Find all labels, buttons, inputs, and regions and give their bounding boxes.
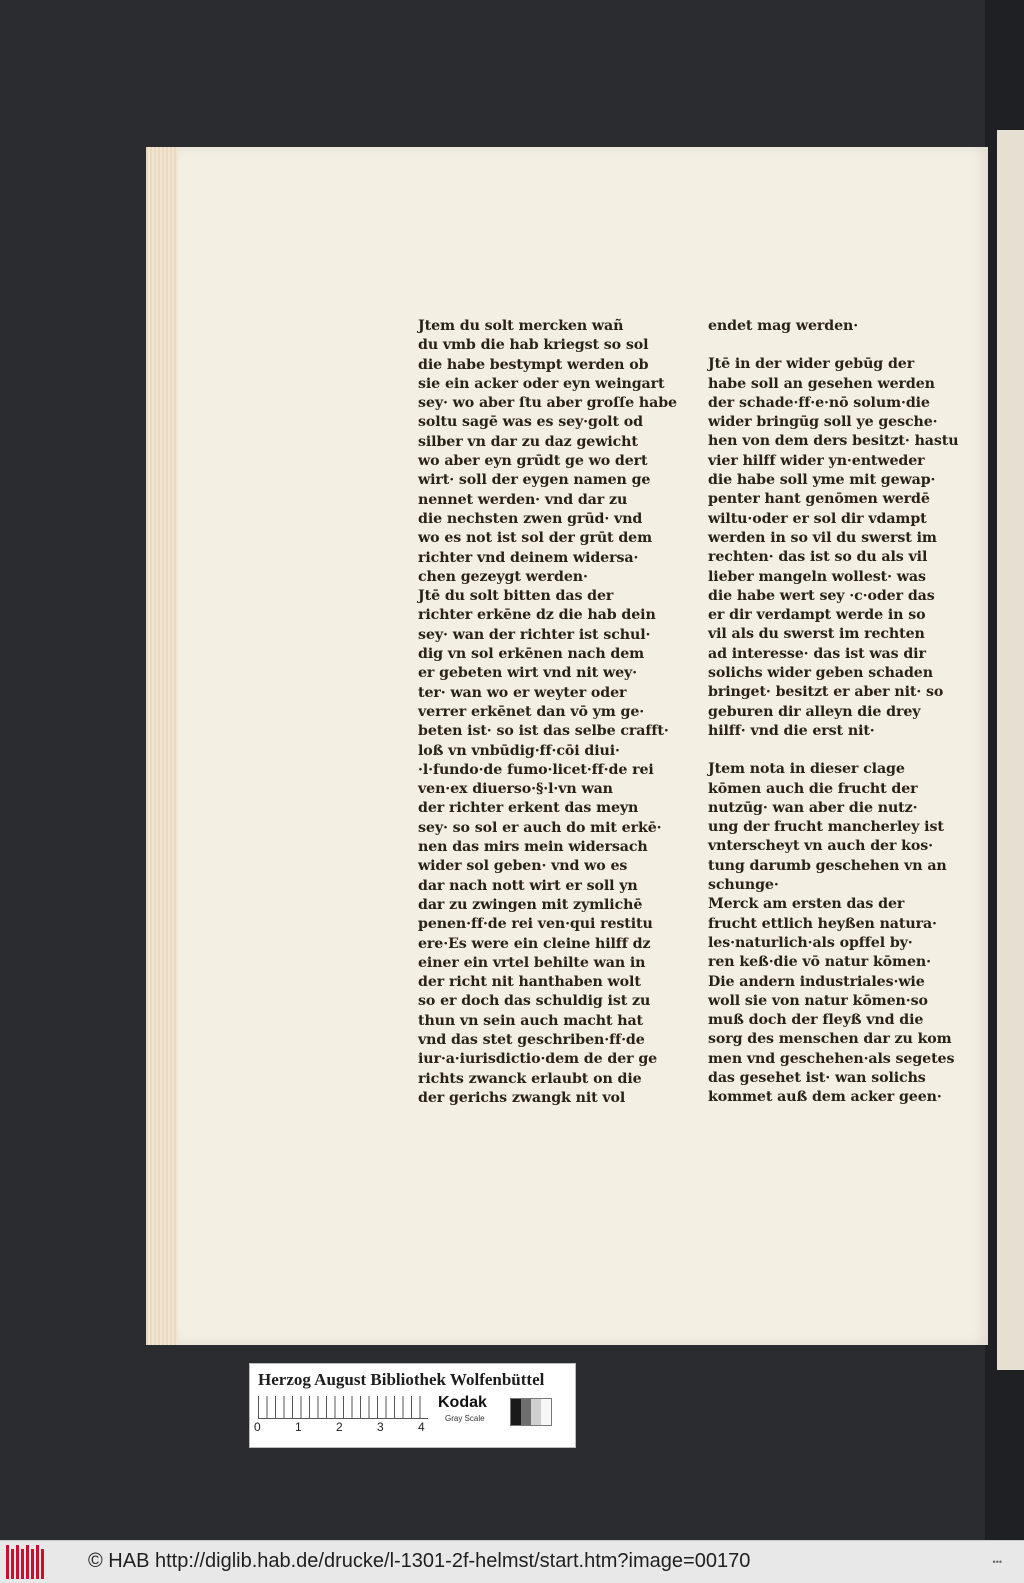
text-line: soltu sagē was es sey·golt od: [418, 414, 643, 431]
text-line: dig vn sol erkēnen nach dem: [418, 646, 645, 663]
text-line: richter vnd deinem widersa·: [418, 549, 639, 566]
text-line: ad interesse· das ist was dir: [708, 645, 926, 662]
text-line: vnd das stet geschriben·ff·de: [418, 1031, 645, 1048]
hab-logo-icon: [6, 1545, 46, 1579]
text-line: vnterscheyt vn auch der kos·: [708, 838, 933, 855]
text-line: das gesehet ist· wan solichs: [708, 1069, 926, 1086]
text-line: richts zwanck erlaubt on die: [418, 1070, 642, 1087]
text-line: solichs wider geben schaden: [708, 665, 933, 682]
text-line: Jtem du solt mercken wañ: [418, 318, 624, 334]
text-line: wiltu·oder er sol dir vdampt: [708, 510, 927, 527]
text-line: ere·Es were ein cleine hilff dz: [418, 935, 651, 952]
scale-ruler: [258, 1396, 428, 1419]
text-line: sorg des menschen dar zu kom: [708, 1031, 952, 1048]
text-line: beten ist· so ist das selbe crafft·: [418, 723, 669, 740]
text-line: sey· wan der richter ist schul·: [418, 626, 651, 643]
text-line: schunge·: [708, 877, 779, 894]
text-line: Jtē du solt bitten das der: [418, 588, 614, 605]
text-line: verrer erkēnet dan vō ym ge·: [418, 703, 645, 720]
brand-label: Kodak: [438, 1394, 487, 1411]
ruler-label: 1: [295, 1420, 302, 1434]
text-line: frucht ettlich heyßen natura·: [708, 915, 937, 932]
text-line: richter erkēne dz die hab dein: [418, 607, 656, 624]
text-line: silber vn dar zu daz gewicht: [418, 433, 638, 450]
text-line: wider bringūg soll ye gesche·: [708, 414, 938, 431]
gray-swatch: [511, 1399, 521, 1425]
ruler-label: 3: [377, 1420, 384, 1434]
ruler-label: 0: [254, 1420, 261, 1434]
text-line: so er doch das schuldig ist zu: [418, 993, 651, 1010]
gray-swatch: [531, 1399, 541, 1425]
text-line: er gebeten wirt vnd nit wey·: [418, 665, 637, 682]
text-line: nen das mirs mein widersach: [418, 839, 648, 856]
text-line: penen·ff·de rei ven·qui restitu: [418, 916, 653, 933]
text-line: men vnd geschehen·als segetes: [708, 1050, 955, 1067]
gray-swatch: [521, 1399, 531, 1425]
text-line: ven·ex diuerso·§·l·vn wan: [418, 781, 613, 798]
text-line: die nechsten zwen grūd· vnd: [418, 510, 643, 527]
text-line: nennet werden· vnd dar zu: [418, 491, 628, 508]
text-line: wider sol geben· vnd wo es: [418, 858, 628, 875]
text-line: sie ein acker oder eyn weingart: [418, 375, 665, 392]
text-line: penter hant genōmen werdē: [708, 491, 930, 508]
text-line: der gerichs zwangk nit vol: [418, 1089, 626, 1106]
text-line: die habe bestympt werden ob: [418, 356, 649, 373]
text-line: die habe wert sey ·c·oder das: [708, 587, 935, 604]
text-line: woll sie von natur kōmen·so: [708, 992, 928, 1009]
text-line: hilff· vnd die erst nit·: [708, 722, 875, 739]
text-line: dar zu zwingen mit zymlichē: [418, 896, 643, 913]
text-line: dar nach nott wirt er soll yn: [418, 877, 638, 894]
text-line: loß vn vnbūdig·ff·cōi diui·: [418, 742, 620, 759]
text-line: endet mag werden·: [708, 318, 859, 334]
gray-swatch: [541, 1399, 551, 1425]
text-line: kommet auß dem acker geen·: [708, 1089, 942, 1106]
text-line: der schade·ff·e·nō solum·die: [708, 394, 930, 411]
text-line: geburen dir alleyn die drey: [708, 703, 921, 720]
text-line: Jtem nota in dieser clage: [708, 761, 905, 778]
text-line: Die andern industriales·wie: [708, 973, 925, 990]
text-line: er dir verdampt werde in so: [708, 607, 926, 624]
text-line: wo es not ist sol der grūt dem: [418, 530, 653, 547]
text-line: wo aber eyn grūdt ge wo dert: [418, 453, 648, 470]
text-line: thun vn sein auch macht hat: [418, 1012, 644, 1029]
grayscale-swatches: [510, 1398, 552, 1426]
text-line: ren keß·die vō natur kōmen·: [708, 954, 931, 971]
text-line: einer ein vrtel behilte wan in: [418, 954, 646, 971]
text-line: les·naturlich·als opffel by·: [708, 934, 913, 951]
text-line: nutzūg· wan aber die nutz·: [708, 799, 918, 816]
ruler-label: 4: [418, 1420, 425, 1434]
text-line: vier hilff wider yn·entweder: [708, 452, 925, 469]
footer-url[interactable]: © HAB http://diglib.hab.de/drucke/l-1301-2f-helmst/start.htm?image=00170: [88, 1550, 751, 1572]
text-line: du vmb die hab kriegst so sol: [418, 337, 649, 354]
footer-bar: [0, 1540, 1024, 1583]
text-line: rechten· das ist so du als vil: [708, 549, 928, 566]
text-line: ung der frucht mancherley ist: [708, 819, 944, 836]
text-line: wirt· soll der eygen namen ge: [418, 472, 651, 489]
brand-sublabel: Gray Scale: [445, 1414, 485, 1423]
text-line: werden in so vil du swerst im: [708, 529, 937, 546]
footer-dots-icon: •••: [992, 1557, 1002, 1567]
text-line: lieber mangeln wollest· was: [708, 568, 926, 585]
text-line: kōmen auch die frucht der: [708, 780, 918, 797]
ruler-label: 2: [336, 1420, 343, 1434]
book-page: [178, 147, 988, 1345]
right-text-column: [708, 317, 959, 1108]
text-line: ter· wan wo er weyter oder: [418, 684, 627, 701]
library-name: Herzog August Bibliothek Wolfenbüttel: [258, 1370, 545, 1389]
text-line: hen von dem ders besitzt· hastu: [708, 433, 959, 450]
left-text-column: [418, 317, 677, 1108]
text-line: sey· wo aber ſtu aber groſſe habe: [418, 395, 677, 412]
facing-page-edge: [997, 130, 1024, 1370]
text-line: vil als du swerst im rechten: [708, 626, 925, 643]
text-line: habe soll an gesehen werden: [708, 375, 935, 392]
text-line: sey· so sol er auch do mit erkē·: [418, 819, 662, 836]
text-line: tung darumb geschehen vn an: [708, 857, 947, 874]
color-target-card: [249, 1363, 576, 1448]
text-line: chen gezeygt werden·: [418, 568, 588, 585]
text-line: ·l·fundo·de fumo·licet·ff·de rei: [418, 761, 654, 778]
text-line: muß doch der fleyß vnd die: [708, 1012, 924, 1029]
text-line: der richter erkent das meyn: [418, 800, 639, 817]
text-line: bringet· besitzt er aber nit· so: [708, 684, 944, 701]
text-line: Jtē in der wider gebūg der: [708, 356, 915, 373]
text-line: Merck am ersten das der: [708, 896, 905, 913]
text-line: der richt nit hanthaben wolt: [418, 974, 641, 991]
text-line: die habe soll yme mit gewap·: [708, 472, 936, 489]
text-line: iur·a·iurisdictio·dem de der ge: [418, 1051, 658, 1068]
